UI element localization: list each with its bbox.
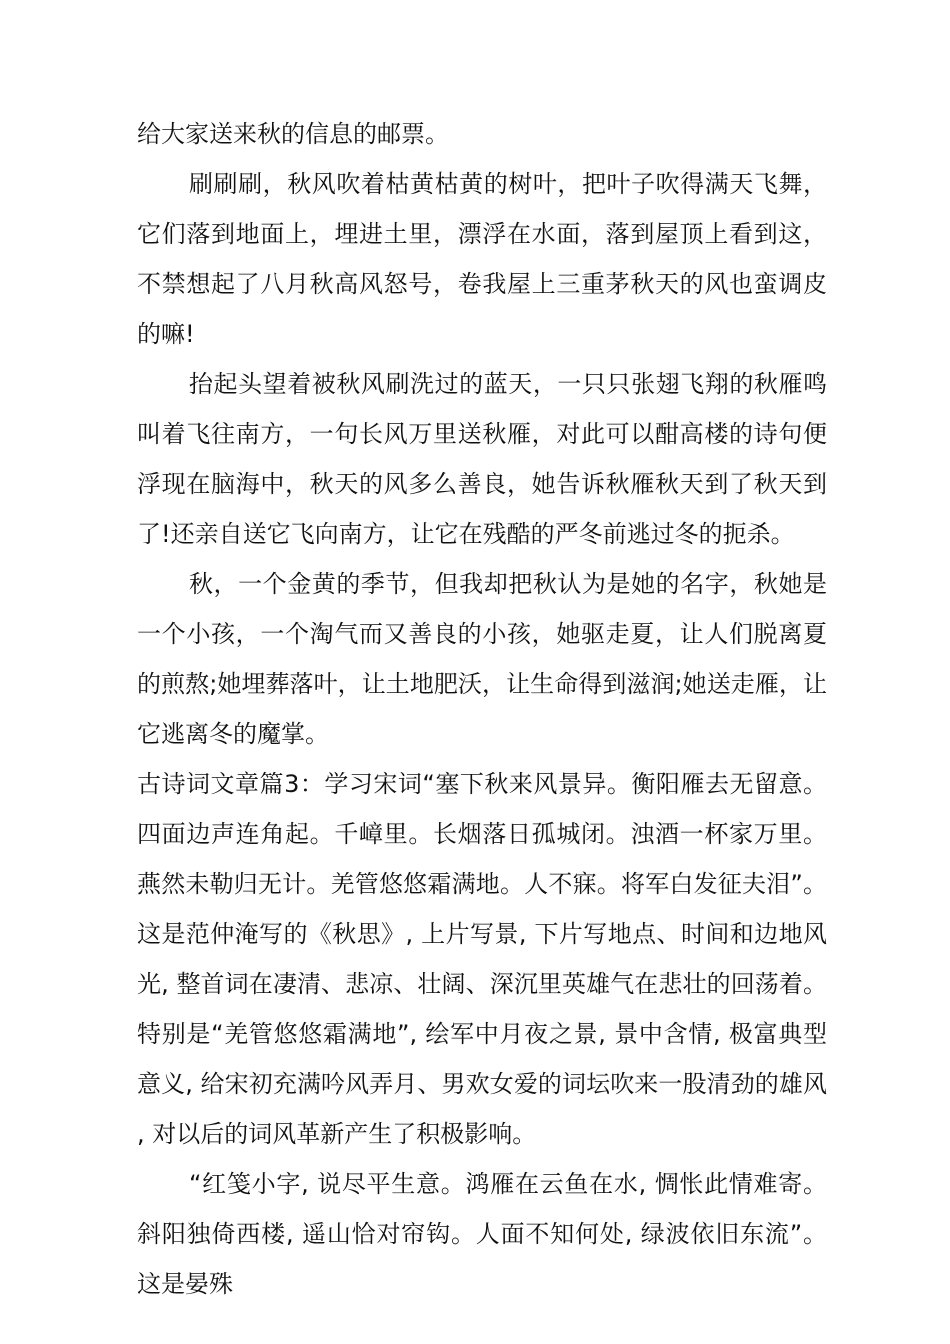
paragraph-5: 古诗词文章篇3：学习宋词“塞下秋来风景异。衡阳雁去无留意。四面边声连角起。千嶂里。长烟落日孤城闭。浊酒一杯家万里。燕然未勒归无计。羌管悠悠霜满地。人不寐。将军白发征夫泪”。这是范仲淹写的《秋思》, 上片写景, 下片写地点、时间和边地风光, 整首词在凄清、悲凉、壮阔、深沉里英雄气在悲壮的回荡着。特别是“羌管悠悠霜满地”, 绘军中月夜之景, 景中含情, 极富典型意义, 给宋初充满吟风弄月、男欢女爱的词坛吹来一股清劲的雄风, 对以后的词风革新产生了积极影响。 [137,770,827,1148]
paragraph-3: 抬起头望着被秋风刷洗过的蓝天，一只只张翅飞翔的秋雁鸣叫着飞往南方，一句长风万里送秋雁，对此可以酣高楼的诗句便浮现在脑海中，秋天的风多么善良，她告诉秋雁秋天到了秋天到了!还亲自送它飞向南方，让它在残酷的严冬前逃过冬的扼杀。 [137,370,827,548]
paragraph-2: 刷刷刷，秋风吹着枯黄枯黄的树叶，把叶子吹得满天飞舞，它们落到地面上，埋进土里，漂浮在水面，落到屋顶上看到这，不禁想起了八月秋高风怒号，卷我屋上三重茅秋天的风也蛮调皮的嘛! [137,170,827,348]
paragraph-4: 秋，一个金黄的季节，但我却把秋认为是她的名字，秋她是一个小孩，一个淘气而又善良的小孩，她驱走夏，让人们脱离夏的煎熬;她埋葬落叶，让土地肥沃，让生命得到滋润;她送走雁，让它逃离冬的魔掌。 [137,570,827,748]
paragraph-6: “红笺小字, 说尽平生意。鸿雁在云鱼在水, 惆怅此情难寄。斜阳独倚西楼, 遥山恰对帘钩。人面不知何处, 绿波依旧东流”。这是晏殊 [137,1170,827,1298]
paragraph-1: 给大家送来秋的信息的邮票。 [137,120,449,148]
document-body [137,109,827,1309]
